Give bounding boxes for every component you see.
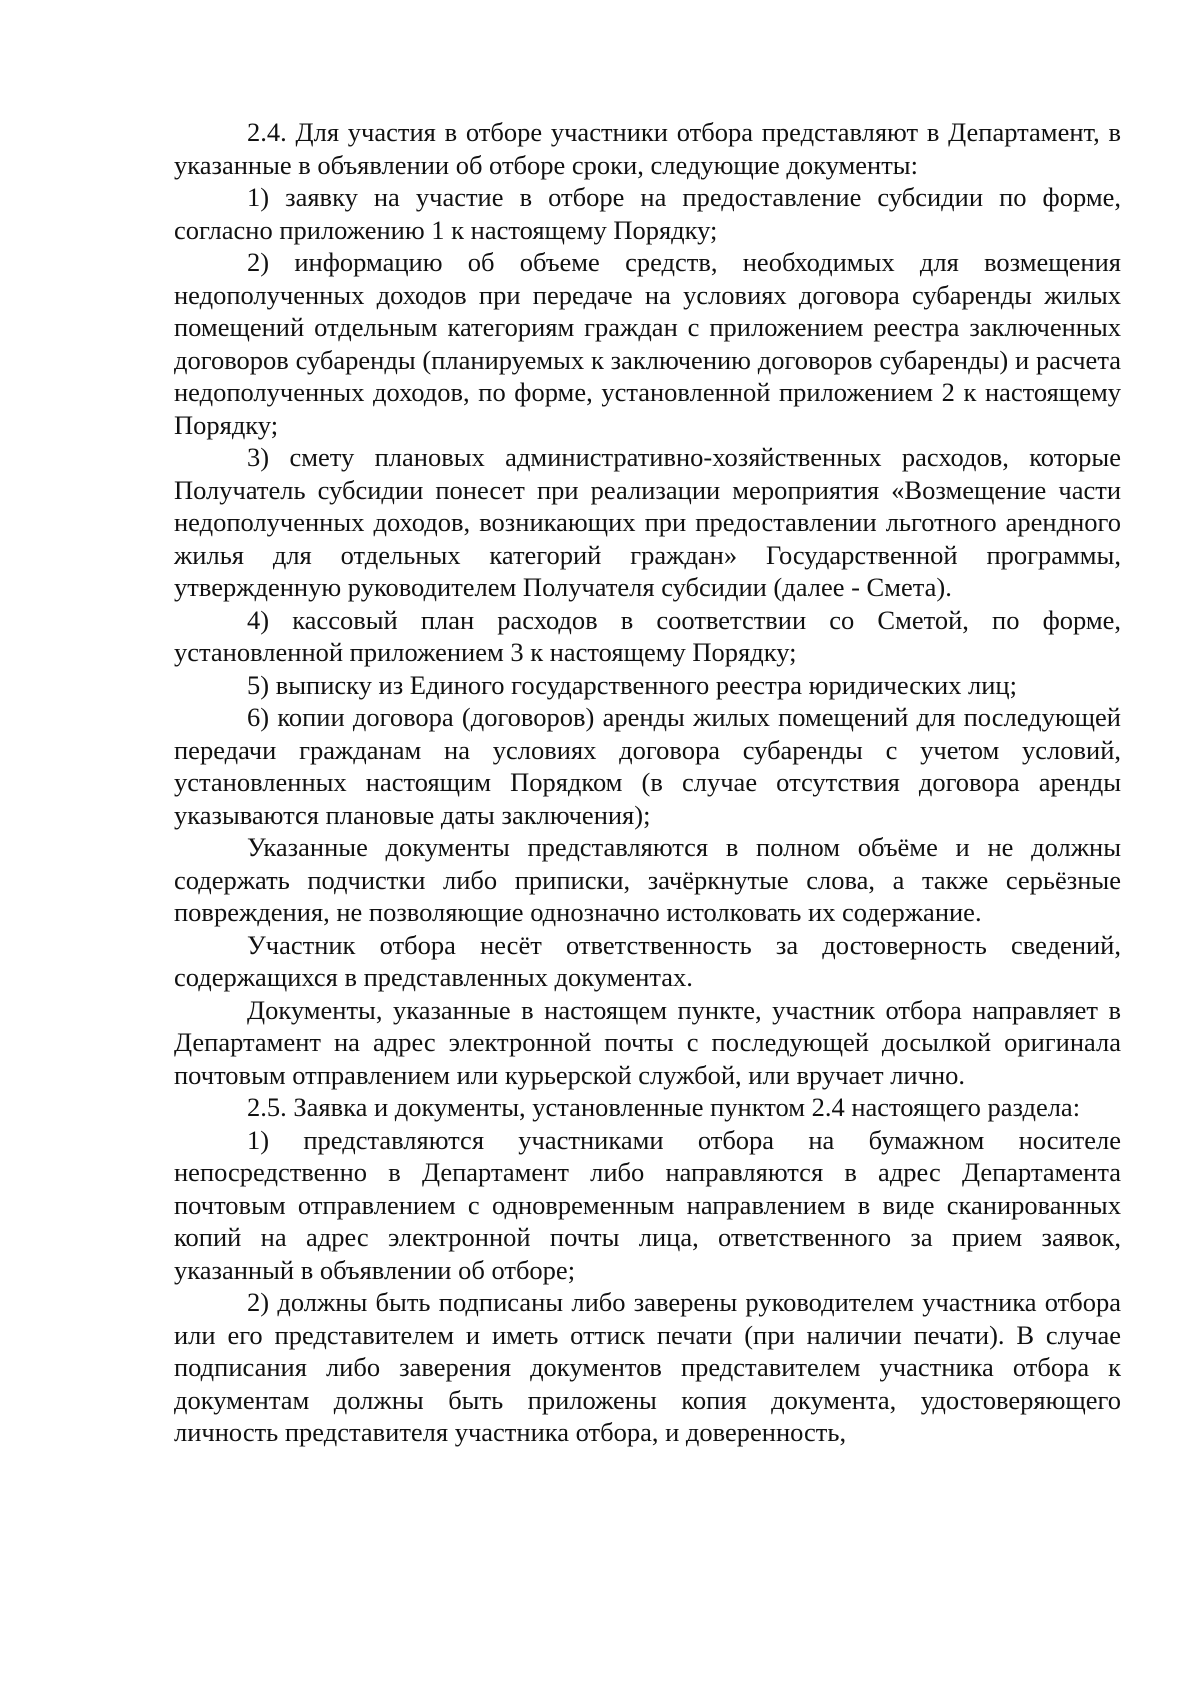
paragraph-item-4-cash-plan: 4) кассовый план расходов в соответствии со Сметой, по форме, установленной приложением 3 к настоящему Порядку; bbox=[174, 604, 1121, 667]
paragraph-2-5-item-2: 2) должны быть подписаны либо заверены руководителем участника отбора или его представителем и иметь оттиск печати (при наличии печати). В случае подписания либо заверения документов представителем участника отбора к документам должны быть приложены копия документа, удостоверяющего личность представителя участника отбора, и доверенность, bbox=[174, 1287, 1121, 1447]
paragraph-documents-submission: Документы, указанные в настоящем пункте, участник отбора направляет в Департамент на адрес электронной почты с последующей досылкой оригинала почтовым отправлением или курьерской службой, или вручает лично. bbox=[174, 994, 1121, 1090]
paragraph-participant-responsibility: Участник отбора несёт ответственность за достоверность сведений, содержащихся в представленных документах. bbox=[174, 929, 1121, 992]
paragraph-2-5-item-1: 1) представляются участниками отбора на бумажном носителе непосредственно в Департамент либо направляются в адрес Департамента почтовым отправлением с одновременным направлением в виде сканированных копий на адрес электронной почты лица, ответственного за прием заявок, указанный в объявлении об отборе; bbox=[174, 1124, 1121, 1285]
paragraph-item-6-lease-copies: 6) копии договора (договоров) аренды жилых помещений для последующей передачи гражданам на условиях договора субаренды с учетом условий, установленных настоящим Порядком (в случае отсутствия договора аренды указываются плановые даты заключения); bbox=[174, 702, 1121, 830]
paragraph-documents-completeness: Указанные документы представляются в полном объёме и не должны содержать подчистки либо приписки, зачёркнутые слова, а также серьёзные повреждения, не позволяющие однозначно истолковать их содержание. bbox=[174, 832, 1121, 927]
paragraph-item-5-registry-extract: 5) выписку из Единого государственного реестра юридических лиц; bbox=[247, 669, 1017, 700]
paragraph-item-1-application: 1) заявку на участие в отборе на предоставление субсидии по форме, согласно приложению 1 к настоящему Порядку; bbox=[174, 182, 1121, 245]
paragraph-2-5-intro: 2.5. Заявка и документы, установленные пунктом 2.4 настоящего раздела: bbox=[247, 1092, 1081, 1122]
paragraph-item-3-estimate: 3) смету плановых административно-хозяйственных расходов, которые Получатель субсидии понесет при реализации мероприятия «Возмещение части недополученных доходов, возникающих при предоставлении льготного арендного жилья для отдельных категорий граждан» Государственной программы, утвержденную руководителем Получателя субсидии (далее - Смета). bbox=[174, 442, 1121, 602]
paragraph-2-4-intro: 2.4. Для участия в отборе участники отбора представляют в Департамент, в указанные в объявлении об отборе сроки, следующие документы: bbox=[174, 117, 1121, 180]
document-body bbox=[174, 116, 1121, 1449]
paragraph-item-2-funds-info: 2) информацию об объеме средств, необходимых для возмещения недополученных доходов при передаче на условиях договора субаренды жилых помещений отдельным категориям граждан с приложением реестра заключенных договоров субаренды (планируемых к заключению договоров субаренды) и расчета недополученных доходов, по форме, установленной приложением 2 к настоящему Порядку; bbox=[174, 247, 1121, 440]
